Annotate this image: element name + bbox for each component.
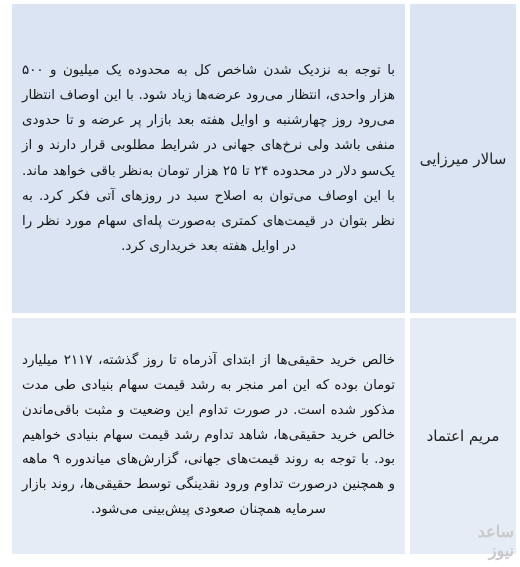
opinion-cell	[12, 4, 405, 313]
watermark-logo: ساعد نیوز	[477, 522, 514, 560]
name-cell	[410, 4, 516, 313]
column-divider	[405, 318, 410, 554]
analyst-name: سالار میرزایی	[419, 149, 507, 168]
analyst-name: مریم اعتماد	[426, 427, 500, 445]
opinion-cell	[12, 318, 405, 554]
table-row	[0, 4, 520, 313]
opinion-text: خالص خرید حقیقی‌ها از ابتدای آذرماه تا روز گذشته، ۲۱۱۷ میلیارد تومان بوده که این امر منجر به رشد قیمت سهام بنیادی طی مدت مذکور شده است. در صورت تداوم این وضعیت و مثبت باقی‌ماندن خالص خرید حقیقی‌ها، شاهد تداوم رشد قیمت سهام بنیادی خواهیم بود. با توجه به روند قیمت‌های جهانی، گزارش‌های میاندوره ۹ ماهه و همچنین درصورت تداوم ورود نقدینگی توسط حقیقی‌ها، روند بازار سرمایه همچنان صعودی پیش‌بینی می‌شود.	[22, 353, 396, 517]
table-row	[0, 318, 520, 554]
column-divider	[405, 4, 410, 313]
opinion-text: با توجه به نزدیک شدن شاخص کل به محدوده یک میلیون و ۵۰۰ هزار واحدی، انتظار می‌رود عرضه‌ها زیاد شود. با این اوصاف انتظار می‌رود روز چهارشنبه و اوایل هفته بعد بازار پر عرضه و تا حدودی منفی باشد ولی نرخ‌های جهانی در شرایط مطلوبی قرار دارند و از یک‌سو دلار در محدوده ۲۴ تا ۲۵ هزار تومان به‌نظر باقی خواهد ماند. با این اوصاف می‌توان به اصلاح سبد در روزهای آتی فکر کرد. به نظر بتوان در قیمت‌های کمتری به‌صورت پله‌ای سهام مورد نظر را در اوایل هفته بعد خریداری کرد.	[22, 62, 395, 255]
name-cell	[410, 318, 516, 554]
